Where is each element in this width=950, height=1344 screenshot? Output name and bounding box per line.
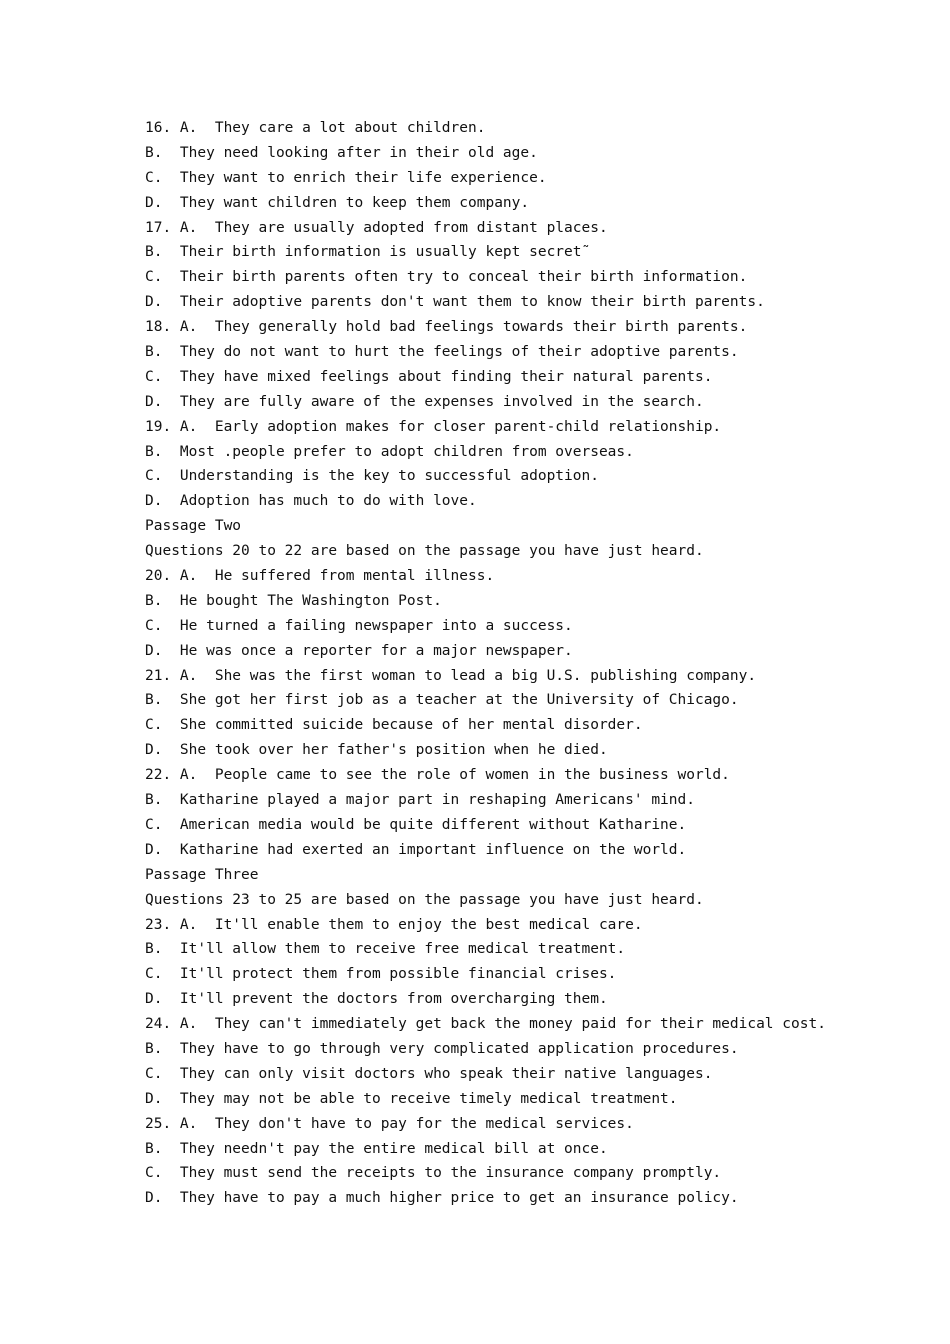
q17-option-d: D. Their adoptive parents don't want them to know their birth parents. bbox=[145, 294, 765, 311]
q25-option-c: C. They must send the receipts to the insurance company promptly. bbox=[145, 1165, 722, 1182]
passage-two-instructions: Questions 20 to 22 are based on the passage you have just heard. bbox=[145, 543, 704, 560]
q23-option-a: 23. A. It'll enable them to enjoy the best medical care. bbox=[145, 916, 643, 933]
q25-option-d: D. They have to pay a much higher price to get an insurance policy. bbox=[145, 1190, 739, 1207]
q23-option-c: C. It'll protect them from possible financial crises. bbox=[145, 966, 617, 983]
q24-option-c: C. They can only visit doctors who speak their native languages. bbox=[145, 1065, 713, 1082]
q18-option-d: D. They are fully aware of the expenses involved in the search. bbox=[145, 393, 704, 410]
q18-option-a: 18. A. They generally hold bad feelings towards their birth parents. bbox=[145, 319, 748, 336]
q18-option-b: B. They do not want to hurt the feelings of their adoptive parents. bbox=[145, 344, 739, 361]
q24-option-b: B. They have to go through very complicated application procedures. bbox=[145, 1040, 739, 1057]
q16-option-c: C. They want to enrich their life experience. bbox=[145, 169, 547, 186]
q19-option-c: C. Understanding is the key to successful adoption. bbox=[145, 468, 599, 485]
q19-option-a: 19. A. Early adoption makes for closer parent-child relationship. bbox=[145, 418, 722, 435]
passage-three-heading: Passage Three bbox=[145, 866, 259, 883]
q22-option-b: B. Katharine played a major part in reshaping Americans' mind. bbox=[145, 792, 695, 809]
q19-option-d: D. Adoption has much to do with love. bbox=[145, 493, 477, 510]
q20-option-b: B. He bought The Washington Post. bbox=[145, 592, 442, 609]
q22-option-d: D. Katharine had exerted an important influence on the world. bbox=[145, 841, 687, 858]
q17-option-c: C. Their birth parents often try to conceal their birth information. bbox=[145, 269, 748, 286]
passage-two-heading: Passage Two bbox=[145, 518, 242, 535]
q20-option-a: 20. A. He suffered from mental illness. bbox=[145, 568, 495, 585]
q21-option-d: D. She took over her father's position when he died. bbox=[145, 742, 608, 759]
q20-option-d: D. He was once a reporter for a major newspaper. bbox=[145, 642, 573, 659]
document-page bbox=[145, 116, 825, 1211]
q20-option-c: C. He turned a failing newspaper into a success. bbox=[145, 617, 573, 634]
q16-option-d: D. They want children to keep them company. bbox=[145, 194, 530, 211]
q23-option-b: B. It'll allow them to receive free medical treatment. bbox=[145, 941, 626, 958]
q22-option-c: C. American media would be quite different without Katharine. bbox=[145, 816, 687, 833]
q16-option-a: 16. A. They care a lot about children. bbox=[145, 120, 486, 136]
q18-option-c: C. They have mixed feelings about finding their natural parents. bbox=[145, 368, 713, 385]
q16-option-b: B. They need looking after in their old age. bbox=[145, 144, 538, 161]
q23-option-d: D. It'll prevent the doctors from overcharging them. bbox=[145, 991, 608, 1008]
q25-option-b: B. They needn't pay the entire medical bill at once. bbox=[145, 1140, 608, 1157]
q25-option-a: 25. A. They don't have to pay for the medical services. bbox=[145, 1115, 634, 1132]
q24-option-d: D. They may not be able to receive timely medical treatment. bbox=[145, 1090, 678, 1107]
q17-option-b: B. Their birth information is usually kept secret˜ bbox=[145, 244, 591, 261]
q19-option-b: B. Most .people prefer to adopt children from overseas. bbox=[145, 443, 634, 460]
q21-option-c: C. She committed suicide because of her mental disorder. bbox=[145, 717, 643, 734]
q21-option-b: B. She got her first job as a teacher at the University of Chicago. bbox=[145, 692, 739, 709]
q22-option-a: 22. A. People came to see the role of women in the business world. bbox=[145, 767, 730, 784]
passage-three-instructions: Questions 23 to 25 are based on the passage you have just heard. bbox=[145, 891, 704, 908]
q21-option-a: 21. A. She was the first woman to lead a big U.S. publishing company. bbox=[145, 667, 757, 684]
q17-option-a: 17. A. They are usually adopted from distant places. bbox=[145, 219, 608, 236]
q24-option-a: 24. A. They can't immediately get back the money paid for their medical cost. bbox=[145, 1016, 826, 1033]
